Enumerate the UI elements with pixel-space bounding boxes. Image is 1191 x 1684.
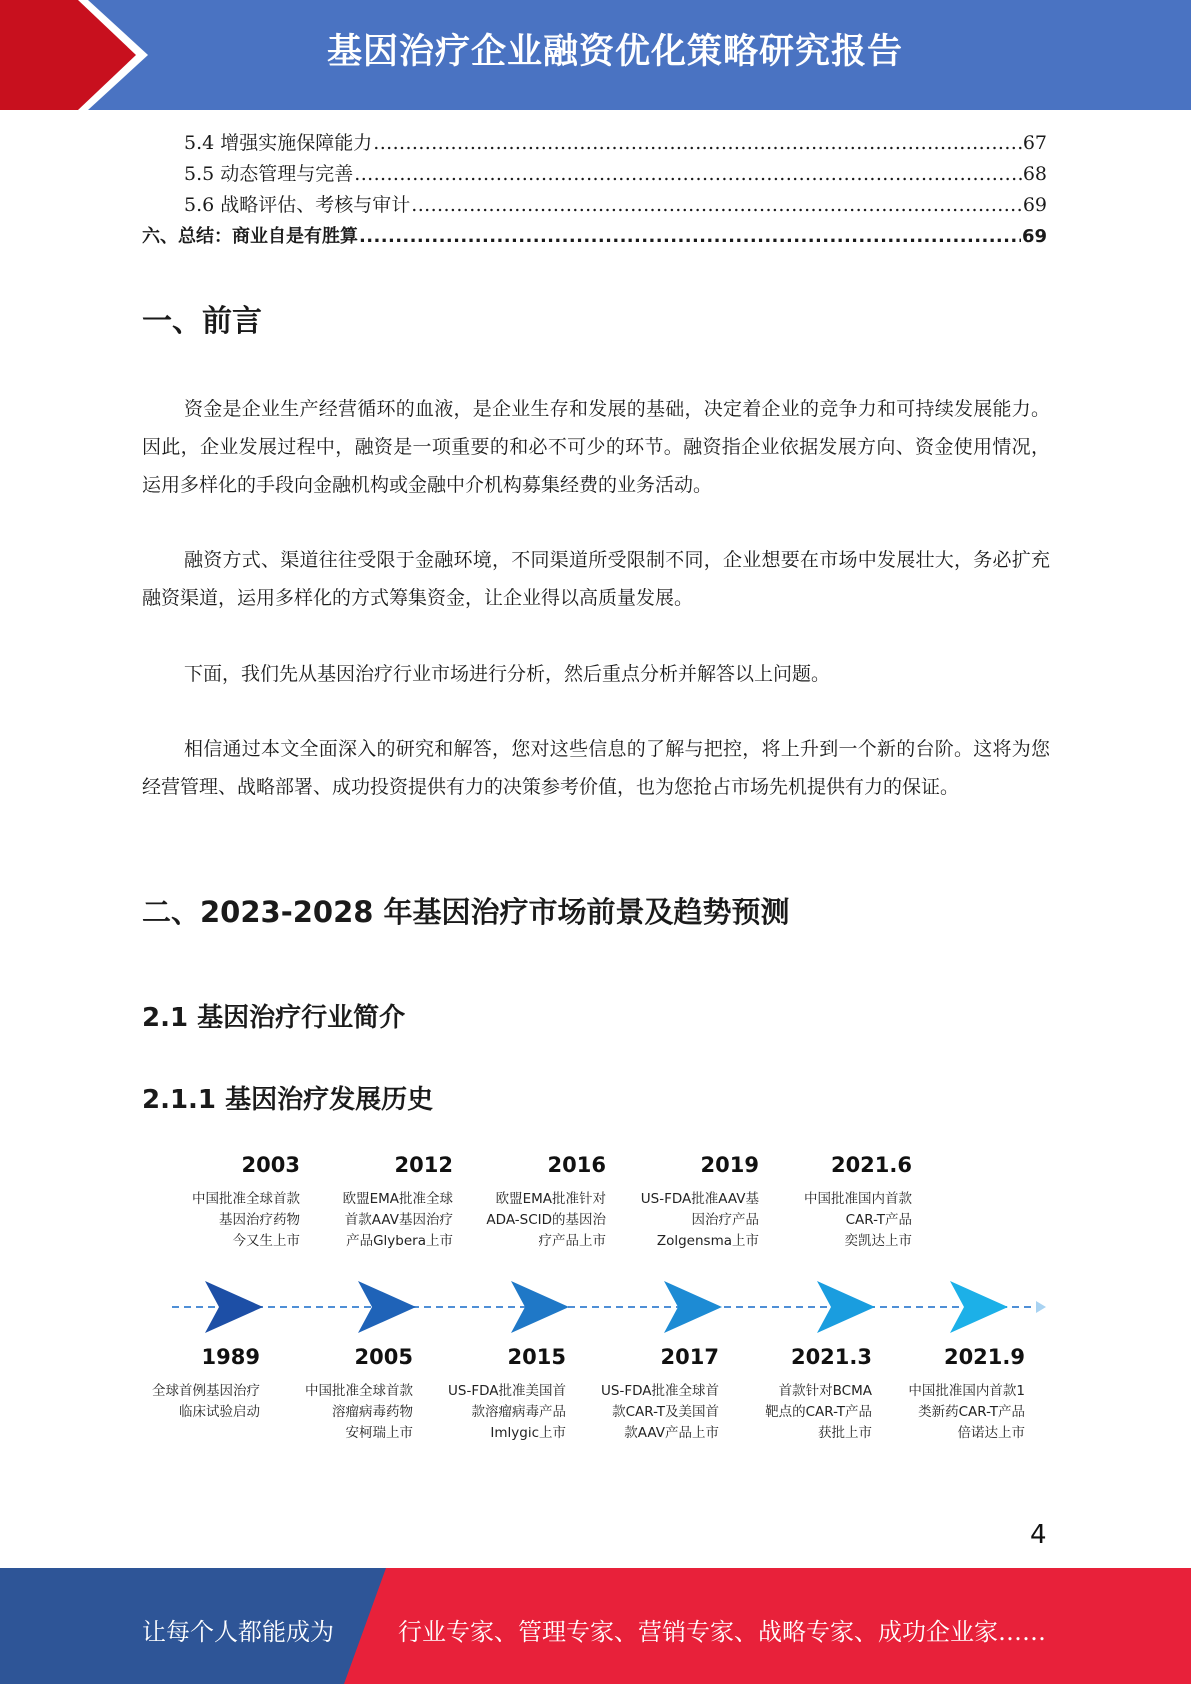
footer-slogan-right: 行业专家、管理专家、营销专家、战略专家、成功企业家…… <box>398 1618 1046 1646</box>
toc-entry-label: 5.5 动态管理与完善 <box>184 163 354 185</box>
desc-line: 今又生上市 <box>232 1233 300 1249</box>
desc-line: 疗产品上市 <box>538 1233 606 1249</box>
timeline-year-top: 2003 <box>241 1153 300 1177</box>
page-header <box>0 0 1191 110</box>
timeline-desc-bottom <box>396 1381 566 1444</box>
desc-line: US-FDA批准全球首 <box>601 1383 719 1399</box>
desc-line: 款AAV产品上市 <box>624 1425 719 1441</box>
footer-slogan-left: 让每个人都能成为 <box>142 1618 334 1646</box>
desc-line: 欧盟EMA批准全球 <box>342 1191 453 1207</box>
desc-line: 中国批准全球首款 <box>192 1191 300 1207</box>
desc-line: 倍诺达上市 <box>957 1425 1025 1441</box>
report-title: 基因治疗企业融资优化策略研究报告 <box>326 32 903 72</box>
toc-entry-page: 69 <box>1021 226 1047 247</box>
desc-line: 中国批准全球首款 <box>305 1383 413 1399</box>
timeline-arrow-marker <box>511 1281 569 1333</box>
desc-line: 全球首例基因治疗 <box>152 1383 260 1399</box>
desc-line: 款溶瘤病毒产品 <box>471 1404 566 1420</box>
desc-line: Zolgensma上市 <box>656 1233 759 1249</box>
subsubsection-heading: 2.1.1 基因治疗发展历史 <box>142 1085 434 1115</box>
timeline-year-top: 2016 <box>547 1153 606 1177</box>
timeline-desc-bottom <box>702 1381 872 1444</box>
desc-line: 溶瘤病毒药物 <box>332 1404 413 1420</box>
section-heading-market: 二、2023-2028 年基因治疗市场前景及趋势预测 <box>142 895 790 929</box>
desc-line: 靶点的CAR-T产品 <box>765 1404 872 1420</box>
timeline-desc-bottom <box>855 1381 1025 1444</box>
toc-entry-page: 69 <box>1022 194 1047 216</box>
toc-entry[interactable] <box>142 221 1047 252</box>
toc-entry[interactable] <box>142 159 1047 190</box>
desc-line: 中国批准国内首款1 <box>908 1383 1025 1399</box>
desc-line: US-FDA批准AAV基 <box>640 1191 759 1207</box>
desc-line: 款CAR-T及美国首 <box>612 1404 719 1420</box>
toc-leader-dots <box>354 159 1022 190</box>
timeline-year-bottom: 2021.9 <box>943 1345 1025 1369</box>
timeline-year-top: 2019 <box>700 1153 759 1177</box>
toc-entry-label: 5.6 战略评估、考核与审计 <box>184 194 411 216</box>
desc-line: US-FDA批准美国首 <box>448 1383 566 1399</box>
desc-line: 临床试验启动 <box>179 1404 260 1420</box>
timeline-arrow-marker <box>664 1281 722 1333</box>
timeline-desc-top <box>742 1189 912 1252</box>
desc-line: 因治疗产品 <box>691 1212 759 1228</box>
desc-line: 中国批准国内首款 <box>804 1191 912 1207</box>
timeline-desc-top <box>436 1189 606 1252</box>
desc-line: 类新药CAR-T产品 <box>918 1404 1025 1420</box>
desc-line: 奕凯达上市 <box>844 1233 912 1249</box>
timeline-desc-top <box>283 1189 453 1252</box>
timeline-year-top: 2012 <box>394 1153 453 1177</box>
timeline-desc-bottom <box>90 1381 260 1423</box>
toc-entry-page: 67 <box>1022 132 1047 154</box>
header-red-chevron <box>0 0 160 110</box>
timeline-year-top: 2021.6 <box>830 1153 912 1177</box>
desc-line: 获批上市 <box>818 1425 872 1441</box>
desc-line: 首款AAV基因治疗 <box>344 1212 453 1228</box>
toc-entry[interactable] <box>142 128 1047 159</box>
table-of-contents <box>142 128 1047 252</box>
timeline-desc-bottom <box>549 1381 719 1444</box>
desc-line: 首款针对BCMA <box>778 1383 872 1399</box>
subsection-heading: 2.1 基因治疗行业简介 <box>142 1003 406 1033</box>
gene-therapy-history-timeline <box>140 1145 1050 1445</box>
timeline-end-arrowhead <box>1036 1301 1046 1313</box>
page-number: 4 <box>1030 1520 1047 1550</box>
toc-entry-label: 5.4 增强实施保障能力 <box>184 132 373 154</box>
desc-line: CAR-T产品 <box>845 1212 912 1228</box>
desc-line: 基因治疗药物 <box>219 1212 300 1228</box>
desc-line: 产品Glybera上市 <box>346 1233 453 1249</box>
toc-entry[interactable] <box>142 190 1047 221</box>
timeline-desc-top <box>130 1189 300 1252</box>
toc-leader-dots <box>373 128 1022 159</box>
desc-line: ADA-SCID的基因治 <box>486 1212 606 1228</box>
timeline-desc-top <box>589 1189 759 1252</box>
timeline-year-bottom: 1989 <box>201 1345 260 1369</box>
paragraph: 下面，我们先从基因治疗行业市场进行分析，然后重点分析并解答以上问题。 <box>184 663 831 685</box>
timeline-year-bottom: 2021.3 <box>790 1345 872 1369</box>
toc-leader-dots <box>411 190 1022 221</box>
toc-leader-dots <box>359 221 1021 252</box>
toc-entry-page: 68 <box>1022 163 1047 185</box>
timeline-year-bottom: 2005 <box>354 1345 413 1369</box>
timeline-desc-bottom <box>243 1381 413 1444</box>
section-heading-preface: 一、前言 <box>142 304 262 339</box>
timeline-year-bottom: 2017 <box>660 1345 719 1369</box>
paragraph: 资金是企业生产经营循环的血液，是企业生存和发展的基础，决定着企业的竞争力和可持续发展能力。因此，企业发展过程中，融资是一项重要的和必不可少的环节。融资指企业依据发展方向、资金使用情况，运用多样化的手段向金融机构或金融中介机构募集经费的业务活动。 <box>142 398 1050 496</box>
timeline-year-bottom: 2015 <box>507 1345 566 1369</box>
paragraph: 相信通过本文全面深入的研究和解答，您对这些信息的了解与把控，将上升到一个新的台阶。这将为您经营管理、战略部署、成功投资提供有力的决策参考价值，也为您抢占市场先机提供有力的保证。 <box>142 738 1050 798</box>
paragraph: 融资方式、渠道往往受限于金融环境，不同渠道所受限制不同，企业想要在市场中发展壮大，务必扩充融资渠道，运用多样化的方式筹集资金，让企业得以高质量发展。 <box>142 549 1050 609</box>
toc-entry-label: 六、总结：商业自是有胜算 <box>142 226 358 247</box>
desc-line: Imlygic上市 <box>490 1425 566 1441</box>
desc-line: 安柯瑞上市 <box>345 1425 413 1441</box>
desc-line: 欧盟EMA批准针对 <box>495 1191 606 1207</box>
